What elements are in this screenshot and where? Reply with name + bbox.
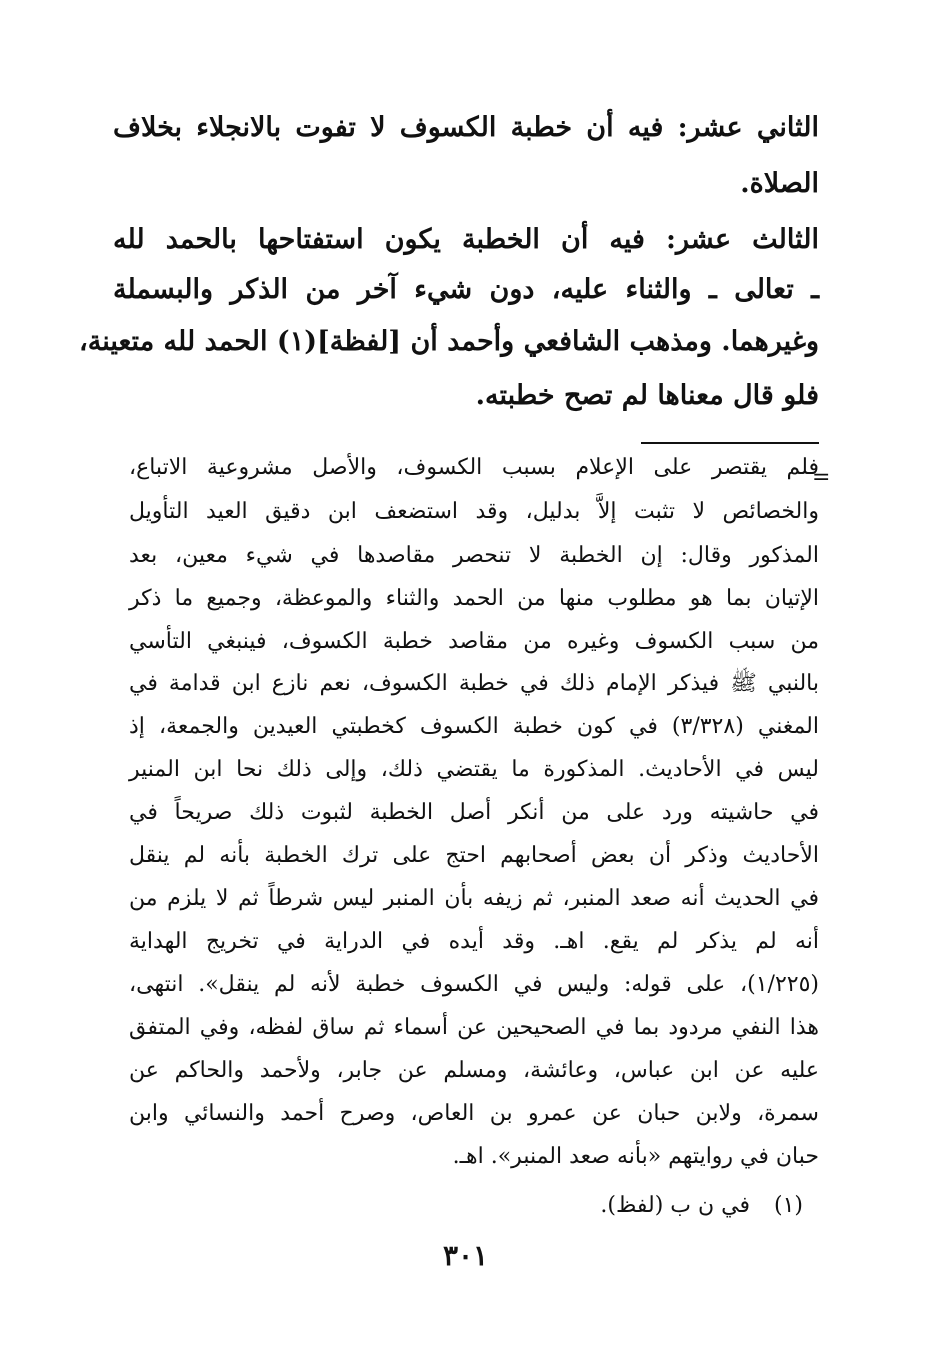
footnote-line-10: الأحاديث وذكر أن بعض أصحابهم احتج على ترك الخطبة بأنه لم ينقل: [129, 843, 819, 868]
footnote-line-15: عليه عن ابن عباس، وعائشة، ومسلم عن جابر، ولأحمد والحاكم عن: [129, 1058, 819, 1083]
footnote-1: [503, 1186, 803, 1226]
footnote-line-5: من سبب الكسوف وغيره من مقاصد خطبة الكسوف، فينبغي التأسي: [129, 629, 819, 654]
footnote-1-number: (١): [773, 1193, 803, 1218]
body-line-3: الثالث عشر: فيه أن الخطبة يكون استفتاحها بالحمد لله: [113, 224, 819, 255]
page-number: ٣٠١: [442, 1239, 489, 1272]
footnote-line-9: في حاشيته ورد على من أنكر أصل الخطبة لثبوت ذلك صريحاً في: [129, 800, 819, 825]
body-line-6: فلو قال معناها لم تصح خطبته.: [475, 380, 819, 411]
footnote-line-12: أنه لم يذكر لم يقع. اهـ. وقد أيده في الدراية في تخريج الهداية: [129, 929, 819, 954]
footnote-continuation-mark: =: [812, 465, 831, 490]
footnote-line-7: المغني (٣/٣٢٨) في كون خطبة الكسوف كخطبتي العيدين والجمعة، إذ: [129, 714, 819, 739]
footnote-line-4: الإتيان بما هو مطلوب منها من الحمد والثناء والموعظة، وجميع ما ذكر: [129, 586, 819, 611]
footnote-line-16: سمرة، ولابن حبان عن عمرو بن العاص، وصرح أحمد والنسائي وابن: [129, 1101, 819, 1126]
footnote-1-text: في ن ب (لفظ).: [600, 1193, 750, 1218]
footnote-line-3: المذكور وقال: إن الخطبة لا تنحصر مقاصدها في شيء معين، بعد: [129, 543, 819, 568]
body-line-5: وغيرهما. ومذهب الشافعي وأحمد أن [لفظة](١) الحمد لله متعينة،: [79, 326, 819, 357]
body-line-1: الثاني عشر: فيه أن خطبة الكسوف لا تفوت بالانجلاء بخلاف: [113, 112, 819, 143]
body-line-4: ـ تعالى ـ والثناء عليه، دون شيء آخر من الذكر والبسملة: [113, 274, 819, 305]
footnote-line-1: فلم يقتصر على الإعلام بسبب الكسوف، والأصل مشروعية الاتباع،: [129, 455, 819, 480]
footnote-separator: [641, 442, 819, 444]
body-line-2: الصلاة.: [740, 168, 819, 199]
footnote-line-8: ليس في الأحاديث. المذكورة ما يقتضي ذلك، وإلى ذلك نحا ابن المنير: [129, 757, 819, 782]
footnote-line-17: حبان في روايتهم «بأنه صعد المنبر». اهـ.: [452, 1144, 819, 1169]
footnote-line-6: بالنبي ﷺ فيذكر الإمام ذلك في خطبة الكسوف، نعم نازع ابن قدامة في: [129, 671, 819, 696]
footnote-line-2: والخصائص لا تثبت إلاَّ بدليل، وقد استضعف ابن دقيق العيد التأويل: [129, 499, 819, 524]
footnote-line-11: في الحديث أنه صعد المنبر، ثم زيفه بأن المنبر ليس شرطاً ثم لا يلزم من: [129, 886, 819, 911]
footnote-line-14: هذا النفي مردود بما في الصحيحين عن أسماء ثم ساق لفظه، وفي المتفق: [129, 1015, 819, 1040]
footnote-line-13: (١/٢٢٥)، على قوله: وليس في الكسوف خطبة لأنه لم ينقل». انتهى،: [129, 972, 819, 997]
